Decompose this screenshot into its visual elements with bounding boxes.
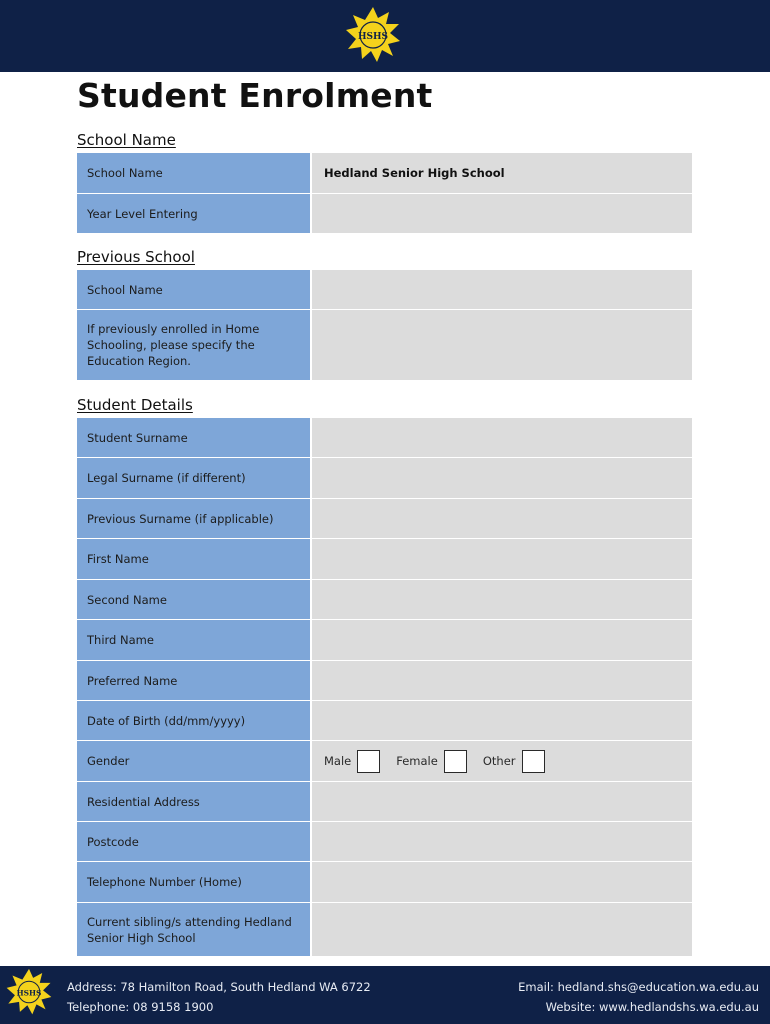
gender-option-male (324, 750, 380, 773)
form-row (77, 620, 692, 661)
field-label: School Name (77, 270, 310, 310)
field-label: Preferred Name (77, 661, 310, 701)
third-name-field[interactable] (312, 620, 692, 661)
field-label: Third Name (77, 620, 310, 661)
form-row (77, 499, 692, 539)
page-title: Student Enrolment (77, 76, 433, 115)
home-telephone-field[interactable] (312, 862, 692, 903)
form-row (77, 270, 692, 310)
field-label: School Name (77, 153, 310, 194)
field-label: Gender (77, 741, 310, 782)
field-label: First Name (77, 539, 310, 580)
gender-option-label: Male (324, 754, 352, 768)
footer-telephone: Telephone: 08 9158 1900 (67, 1000, 214, 1014)
field-label: Previous Surname (if applicable) (77, 499, 310, 539)
form-row (77, 862, 692, 903)
form-row (77, 741, 692, 782)
student-surname-field[interactable] (312, 418, 692, 458)
gender-field (312, 741, 692, 782)
postcode-field[interactable] (312, 822, 692, 862)
form-row (77, 458, 692, 499)
footer-email: Email: hedland.shs@education.wa.edu.au (518, 980, 759, 994)
field-label: Student Surname (77, 418, 310, 458)
year-level-field[interactable] (312, 194, 692, 234)
residential-address-field[interactable] (312, 782, 692, 822)
form-row (77, 310, 692, 381)
form-row (77, 418, 692, 458)
footer-crest-logo (4, 968, 54, 1016)
section-heading-previous: Previous School (77, 248, 195, 266)
form-row (77, 822, 692, 862)
field-label: Date of Birth (dd/mm/yyyy) (77, 701, 310, 741)
first-name-field[interactable] (312, 539, 692, 580)
field-label: Current sibling/s attending Hedland Senior High School (77, 903, 310, 957)
footer-bar (0, 966, 770, 1024)
home-schooling-region-field[interactable] (312, 310, 692, 381)
footer-website: Website: www.hedlandshs.wa.edu.au (545, 1000, 759, 1014)
male-checkbox[interactable] (357, 750, 380, 773)
preferred-name-field[interactable] (312, 661, 692, 701)
siblings-attending-field[interactable] (312, 903, 692, 957)
date-of-birth-field[interactable] (312, 701, 692, 741)
female-checkbox[interactable] (444, 750, 467, 773)
form-row (77, 661, 692, 701)
other-checkbox[interactable] (522, 750, 545, 773)
legal-surname-field[interactable] (312, 458, 692, 499)
previous-school-field[interactable] (312, 270, 692, 310)
form-row (77, 903, 692, 957)
form-row (77, 539, 692, 580)
logo-initials: HSHS (16, 988, 42, 998)
form-row (77, 701, 692, 741)
gender-option-female (396, 750, 467, 773)
gender-option-label: Female (396, 754, 438, 768)
gender-option-other (483, 750, 545, 773)
form-row (77, 194, 692, 234)
section-heading-school: School Name (77, 131, 176, 149)
second-name-field[interactable] (312, 580, 692, 620)
school-crest-logo (343, 6, 403, 64)
field-label: Residential Address (77, 782, 310, 822)
field-label: Year Level Entering (77, 194, 310, 234)
logo-initials: HSHS (357, 32, 389, 42)
footer-address: Address: 78 Hamilton Road, South Hedland WA 6722 (67, 980, 371, 994)
form-row (77, 580, 692, 620)
field-label: If previously enrolled in Home Schooling, please specify the Education Region. (77, 310, 310, 381)
field-label: Second Name (77, 580, 310, 620)
previous-surname-field[interactable] (312, 499, 692, 539)
section-heading-student: Student Details (77, 396, 193, 414)
school-name-field[interactable]: Hedland Senior High School (312, 153, 692, 194)
form-row (77, 153, 692, 194)
field-label: Postcode (77, 822, 310, 862)
gender-option-label: Other (482, 754, 516, 768)
form-row (77, 782, 692, 822)
field-label: Legal Surname (if different) (77, 458, 310, 499)
field-label: Telephone Number (Home) (77, 862, 310, 903)
